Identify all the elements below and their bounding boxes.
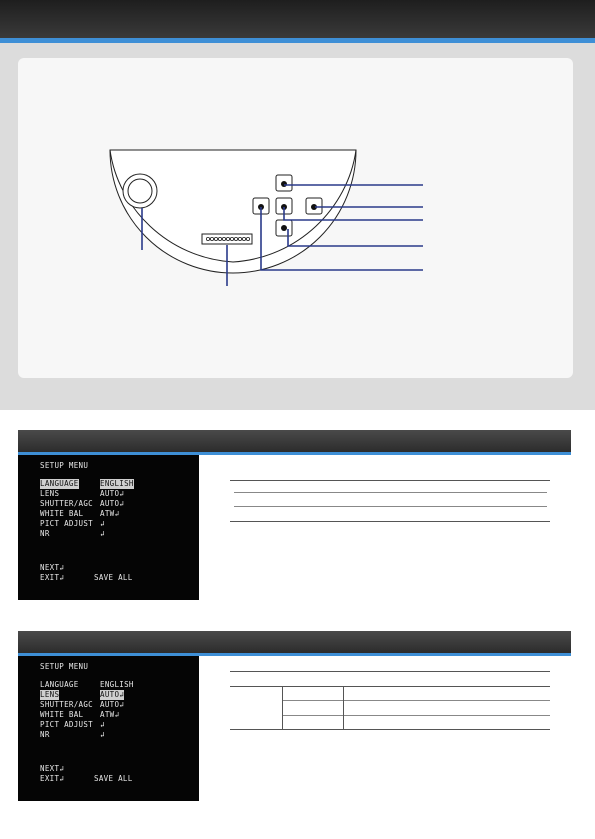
osd-save-all: SAVE ALL <box>94 774 133 783</box>
table-rule <box>234 492 547 493</box>
osd-label-nr: NR <box>40 529 50 538</box>
osd-value-nr: ↲ <box>100 730 105 739</box>
osd-value-shutter: AUTO↲ <box>100 499 125 508</box>
table-rule <box>230 729 550 730</box>
osd-label-nr: NR <box>40 730 50 739</box>
osd-value-white-bal: ATW↲ <box>100 509 120 518</box>
osd-next: NEXT↲ <box>40 563 65 572</box>
section-bar-1 <box>18 430 571 452</box>
diagram-section <box>0 43 595 410</box>
osd-value-language: ENGLISH <box>100 680 134 689</box>
table-rule <box>230 686 550 687</box>
osd-label-white-bal: WHITE BAL <box>40 710 84 719</box>
table-rule <box>234 506 547 507</box>
osd-save-all: SAVE ALL <box>94 573 133 582</box>
osd-label-pict-adjust: PICT ADJUST <box>40 519 93 528</box>
video-connector-inner <box>128 179 152 203</box>
section-bar-2 <box>18 631 571 653</box>
camera-controls-diagram <box>18 58 573 378</box>
osd-label-pict-adjust: PICT ADJUST <box>40 720 93 729</box>
osd-value-pict-adjust: ↲ <box>100 720 105 729</box>
osd-value-shutter: AUTO↲ <box>100 700 125 709</box>
osd-value-nr: ↲ <box>100 529 105 538</box>
osd-value-pict-adjust: ↲ <box>100 519 105 528</box>
table-column-divider <box>282 686 283 729</box>
osd-label-language: LANGUAGE <box>40 680 79 689</box>
osd-exit: EXIT↲ <box>40 573 65 582</box>
osd-label-shutter: SHUTTER/AGC <box>40 700 93 709</box>
table-rule <box>282 715 550 716</box>
osd-label-lens: LENS <box>40 489 60 498</box>
osd-value-language: ENGLISH <box>100 479 134 488</box>
osd-title: SETUP MENU <box>40 461 89 470</box>
osd-value-lens: AUTO↲ <box>100 489 125 498</box>
table-rule <box>230 521 550 522</box>
osd-screen-1 <box>18 455 199 600</box>
osd-label-language: LANGUAGE <box>40 479 79 488</box>
osd-label-shutter: SHUTTER/AGC <box>40 499 93 508</box>
header-bar <box>0 0 595 38</box>
osd-title: SETUP MENU <box>40 662 89 671</box>
osd-value-white-bal: ATW↲ <box>100 710 120 719</box>
osd-next: NEXT↲ <box>40 764 65 773</box>
table-rule <box>230 480 550 481</box>
osd-label-lens: LENS <box>40 690 60 699</box>
table-column-divider <box>343 686 344 729</box>
osd-value-lens: AUTO↲ <box>100 690 125 699</box>
osd-label-white-bal: WHITE BAL <box>40 509 84 518</box>
table-rule <box>282 700 550 701</box>
table-rule <box>230 671 550 672</box>
diagram-panel <box>18 58 573 378</box>
osd-exit: EXIT↲ <box>40 774 65 783</box>
osd-screen-2 <box>18 656 199 801</box>
